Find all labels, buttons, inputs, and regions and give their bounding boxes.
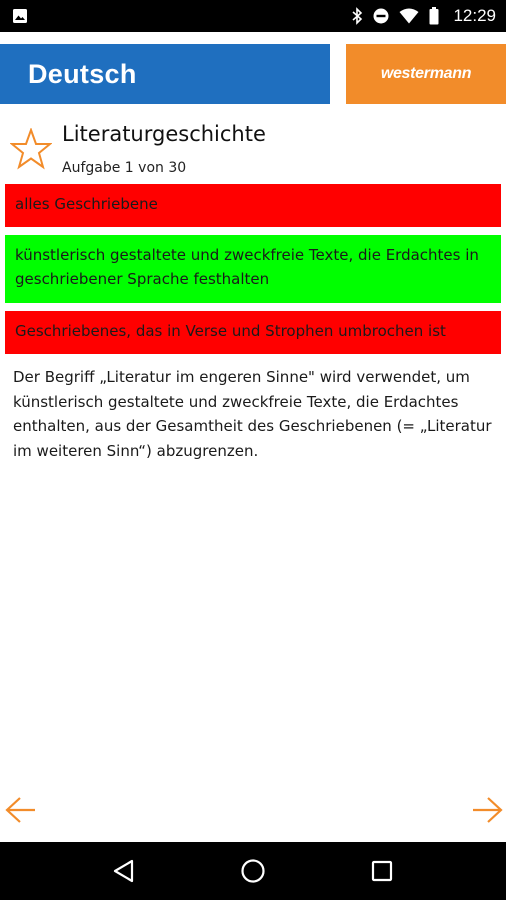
answer-option-correct[interactable]: künstlerisch gestaltete und zweckfreie Texte, die Erdachtes in geschriebener Sprache festhalten [5,235,501,303]
publisher-logo [346,44,506,104]
status-right [351,6,496,26]
explanation-text: Der Begriff „Literatur im engeren Sinne" wird verwendet, um künstlerisch gestaltete und zweckfreie Texte, die Erdachtes enthalten, aus der Gesamtheit des Geschriebenen (= „Literatur im weiteren Sinn“) abzugrenzen. [13,368,492,460]
back-triangle-icon[interactable] [104,851,144,891]
publisher-logo-text: westermann [380,65,472,82]
bluetooth-icon [351,7,363,25]
app-header [0,44,506,104]
arrow-left-icon[interactable] [4,795,38,825]
task-progress: Aufgabe 1 von 30 [62,160,187,176]
status-time: 12:29 [453,6,496,25]
wifi-icon [399,8,419,24]
status-left [12,8,28,24]
battery-icon [429,7,439,25]
recents-square-icon[interactable] [362,851,402,891]
task-title: Literaturgeschichte [62,122,266,146]
subject-title: Deutsch [28,58,137,89]
arrow-right-icon[interactable] [470,795,504,825]
system-nav-bar [0,842,506,900]
image-icon [12,8,28,24]
status-bar [0,0,506,32]
do-not-disturb-icon [373,8,389,24]
star-outline-icon[interactable] [10,128,52,170]
task-header [0,118,506,180]
answer-option-wrong[interactable]: Geschriebenes, das in Verse und Strophen umbrochen ist [5,311,501,354]
answer-list [5,184,501,362]
answer-option-wrong[interactable]: alles Geschriebene [5,184,501,227]
subject-banner [0,44,330,104]
home-circle-icon[interactable] [233,851,273,891]
